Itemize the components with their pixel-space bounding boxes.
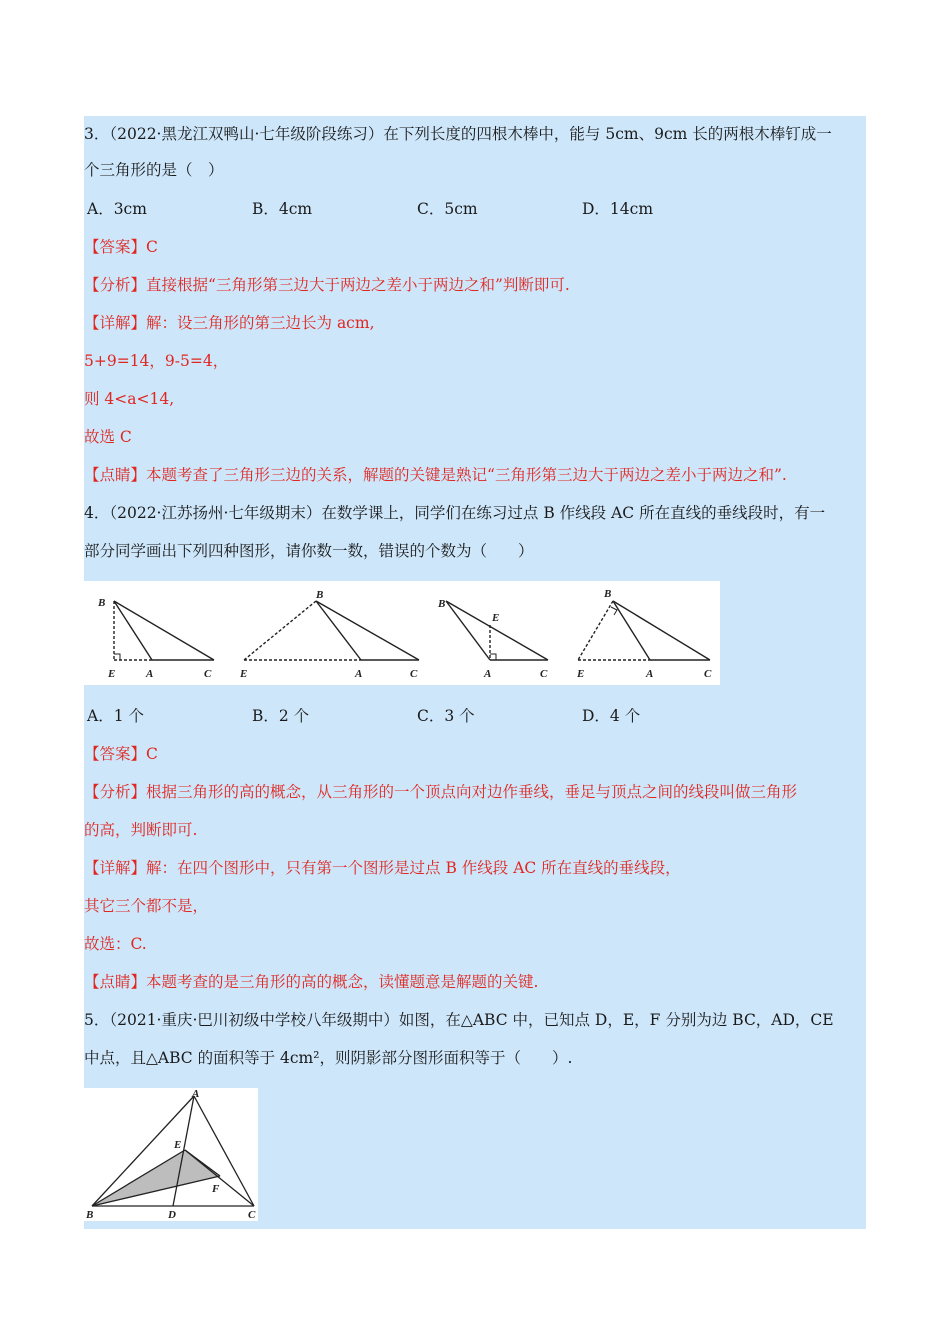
fig4-label-a: A <box>646 668 654 680</box>
detail-tag: 【详解】 <box>84 314 147 332</box>
fig3-label-e: E <box>492 612 500 624</box>
q5-figure <box>84 1088 258 1221</box>
q5-label-e: E <box>174 1139 182 1151</box>
q3-stem-line2: 个三角形的是（ ） <box>84 161 224 179</box>
q3-detail-3: 则 4<a<14, <box>84 390 175 408</box>
q3-option-c: C．5cm <box>417 200 478 218</box>
fig2-label-a: A <box>355 668 363 680</box>
fig1-label-a: A <box>146 668 154 680</box>
q4-stem-line2: 部分同学画出下列四种图形，请你数一数，错误的个数为（ ） <box>84 542 534 560</box>
fig4-label-b: B <box>604 588 612 600</box>
comment-tag: 【点睛】 <box>84 466 147 484</box>
q4-comment: 【点睛】本题考查的是三角形的高的概念，读懂题意是解题的关键. <box>84 973 539 991</box>
q5-label-d: D <box>168 1209 176 1221</box>
question-block <box>84 116 866 1229</box>
fig1-label-c: C <box>204 668 212 680</box>
q3-answer: 【答案】C <box>84 238 158 256</box>
shaded-triangle <box>92 1150 220 1206</box>
fig3-label-b: B <box>438 598 446 610</box>
q5-triangle-lines <box>92 1096 254 1206</box>
comment-tag: 【点睛】 <box>84 973 147 991</box>
q3-option-a: A．3cm <box>87 200 147 218</box>
q5-label-c: C <box>248 1209 256 1221</box>
fig2-label-b: B <box>316 589 324 601</box>
q4-detail-3: 故选：C. <box>84 935 147 953</box>
q3-detail-1: 【详解】解：设三角形的第三边长为 acm, <box>84 314 375 332</box>
q3-detail-2: 5+9=14，9-5=4， <box>84 352 229 370</box>
q4-fig3 <box>446 601 548 660</box>
q4-figure-svg <box>84 581 720 685</box>
fig2-label-e: E <box>240 668 248 680</box>
analysis-tag: 【分析】 <box>84 783 147 801</box>
q4-option-b: B．2 个 <box>252 707 310 725</box>
q4-answer: 【答案】C <box>84 745 158 763</box>
q4-figure <box>84 581 720 685</box>
answer-tag: 【答案】 <box>84 238 147 256</box>
q4-analysis-2: 的高，判断即可. <box>84 821 198 839</box>
q4-fig1 <box>114 601 214 660</box>
fig1-label-b: B <box>98 597 106 609</box>
analysis-tag: 【分析】 <box>84 276 147 294</box>
fig2-label-c: C <box>410 668 418 680</box>
q3-comment: 【点睛】本题考查了三角形三边的关系，解题的关键是熟记“三角形第三边大于两边之差小于两边之和”. <box>84 466 787 484</box>
q4-option-d: D．4 个 <box>582 707 641 725</box>
q3-analysis: 【分析】直接根据“三角形第三边大于两边之差小于两边之和”判断即可. <box>84 276 570 294</box>
q4-stem-line1: 4．（2022·江苏扬州·七年级期末）在数学课上，同学们在练习过点 B 作线段 AC 所在直线的垂线段时，有一 <box>84 504 826 522</box>
detail-tag: 【详解】 <box>84 859 147 877</box>
q4-detail-1: 【详解】解：在四个图形中，只有第一个图形是过点 B 作线段 AC 所在直线的垂线段， <box>84 859 681 877</box>
q3-option-d: D．14cm <box>582 200 654 218</box>
fig4-label-e: E <box>577 668 585 680</box>
q3-option-b: B．4cm <box>252 200 313 218</box>
fig4-label-c: C <box>704 668 712 680</box>
q4-fig4 <box>578 601 710 660</box>
fig1-label-e: E <box>108 668 116 680</box>
q5-figure-svg <box>84 1088 258 1221</box>
q3-stem-line1: 3．（2022·黑龙江双鸭山·七年级阶段练习）在下列长度的四根木棒中，能与 5cm、9cm 长的两根木棒钉成一 <box>84 125 832 143</box>
q4-option-a: A．1 个 <box>87 707 144 725</box>
q4-option-c: C．3 个 <box>417 707 475 725</box>
q4-fig2 <box>244 601 419 660</box>
fig3-label-c: C <box>540 668 548 680</box>
q5-label-f: F <box>212 1183 220 1195</box>
answer-tag: 【答案】 <box>84 745 147 763</box>
q4-analysis-1: 【分析】根据三角形的高的概念，从三角形的一个顶点向对边作垂线，垂足与顶点之间的线段叫做三角形 <box>84 783 798 801</box>
q5-label-b: B <box>86 1209 94 1221</box>
fig3-label-a: A <box>484 668 492 680</box>
q5-stem-line1: 5．（2021·重庆·巴川初级中学校八年级期中）如图，在△ABC 中，已知点 D，E，F 分别为边 BC，AD，CE <box>84 1011 834 1029</box>
q5-stem-line2: 中点，且△ABC 的面积等于 4cm²，则阴影部分图形面积等于（ ）. <box>84 1049 573 1067</box>
q4-detail-2: 其它三个都不是， <box>84 897 209 915</box>
q3-detail-4: 故选 C <box>84 428 132 446</box>
q5-label-a: A <box>192 1088 200 1100</box>
